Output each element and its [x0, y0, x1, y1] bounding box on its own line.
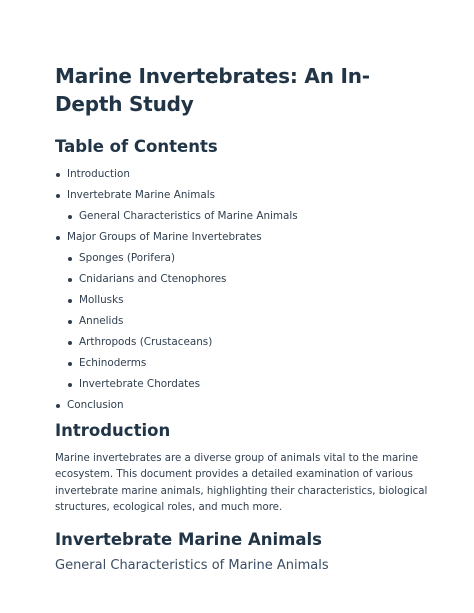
- document-page: [55, 62, 430, 575]
- toc-item-invertebrate-chordates[interactable]: Invertebrate Chordates: [55, 378, 430, 391]
- toc-item-sponges[interactable]: Sponges (Porifera): [55, 252, 430, 265]
- toc-item-annelids[interactable]: Annelids: [55, 315, 430, 328]
- toc-item-introduction[interactable]: Introduction: [55, 168, 430, 181]
- toc-item-cnidarians[interactable]: Cnidarians and Ctenophores: [55, 273, 430, 286]
- general-characteristics-heading: General Characteristics of Marine Animals: [55, 558, 329, 574]
- document-title: Marine Invertebrates: An In-Depth Study: [55, 64, 370, 116]
- toc-item-conclusion[interactable]: Conclusion: [55, 399, 430, 412]
- toc-item-invertebrate-marine-animals[interactable]: Invertebrate Marine Animals: [55, 189, 430, 202]
- toc-item-arthropods[interactable]: Arthropods (Crustaceans): [55, 336, 430, 349]
- toc-item-general-characteristics[interactable]: General Characteristics of Marine Animals: [55, 210, 430, 223]
- toc-item-mollusks[interactable]: Mollusks: [55, 294, 430, 307]
- introduction-heading: Introduction: [55, 421, 171, 440]
- invertebrates-heading: Invertebrate Marine Animals: [55, 530, 322, 550]
- table-of-contents: [55, 168, 430, 412]
- toc-heading: Table of Contents: [55, 137, 218, 156]
- toc-item-major-groups[interactable]: Major Groups of Marine Invertebrates: [55, 231, 430, 244]
- toc-item-echinoderms[interactable]: Echinoderms: [55, 357, 430, 370]
- introduction-paragraph: Marine invertebrates are a diverse group of animals vital to the marine ecosystem. This document provides a detailed examination of various invertebrate marine animals, highlighting their characteristics, biological structures, ecological roles, and much more.: [55, 453, 428, 513]
